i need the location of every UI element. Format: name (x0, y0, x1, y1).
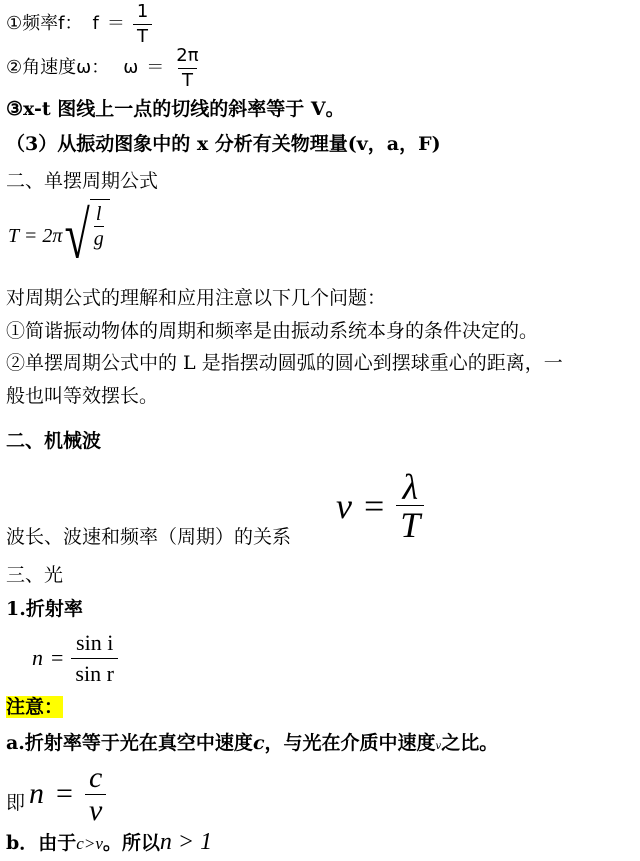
section-pendulum-heading: 二、单摆周期公式 (6, 170, 159, 192)
angular-speed-formula (6, 44, 203, 92)
refraction-fraction (71, 628, 118, 689)
wave-denominator: T (396, 505, 424, 544)
pendulum-eq: = (25, 225, 37, 247)
frequency-formula (6, 2, 152, 46)
frequency-eq: ＝ (106, 13, 125, 34)
note-a-post: 之比。 (441, 732, 499, 754)
item-3-text: ③x-t 图线上一点的切线的斜率等于 V。 (6, 98, 345, 120)
pendulum-fraction (90, 199, 110, 251)
section-light-heading: 三、光 (6, 564, 64, 586)
frequency-denominator: T (133, 24, 152, 49)
wave-formula (336, 466, 424, 546)
note-1: ①简谐振动物体的周期和频率是由振动系统本身的条件决定的。 (6, 320, 539, 342)
pendulum-numerator: l (95, 203, 102, 225)
refraction-denominator: sin r (71, 658, 118, 689)
frequency-fraction (133, 0, 152, 49)
note-a (6, 731, 498, 759)
pendulum-coef: 2π (42, 225, 63, 247)
refraction-eq: = (51, 645, 64, 670)
note-a-pre: a.折射率等于光在真空中速度 (6, 732, 253, 754)
refraction-numerator: sin i (76, 629, 114, 655)
wave-relation-text: 波长、波速和频率（周期）的关系 (6, 526, 292, 548)
note-b-result: n > 1 (159, 829, 213, 855)
section-wave-heading: 二、机械波 (6, 430, 102, 452)
refraction-title: 1.折射率 (6, 598, 83, 620)
angular-speed-numerator: 2π (176, 44, 199, 66)
angular-speed-denominator: T (178, 68, 197, 93)
frequency-numerator: 1 (136, 0, 149, 22)
n-formula-denominator: v (85, 794, 106, 827)
angular-speed-label: ②角速度ω： (6, 57, 110, 78)
note-2-line-2: 般也叫等效摆长。 (6, 385, 159, 407)
angular-speed-eq: ＝ (146, 57, 165, 78)
pendulum-period-formula (8, 200, 110, 272)
analysis-heading: （3）从振动图象中的 x 分析有关物理量(v，a，F) (6, 133, 441, 155)
attention-label (6, 695, 63, 719)
wave-eq: = (363, 486, 385, 526)
n-formula-numerator: c (88, 760, 103, 794)
note-a-mid: ，与光在介质中速度 (264, 732, 436, 754)
pendulum-lhs: T (8, 225, 20, 247)
n-formula-lhs: n (29, 777, 45, 810)
note-2-line-1: ②单摆周期公式中的 L 是指摆动圆弧的圆心到摆球重心的距离，一 (6, 352, 563, 374)
frequency-label: ①频率f： (6, 13, 83, 34)
ji-text: 即 (6, 792, 26, 814)
note-b (6, 830, 212, 856)
attention-highlight: 注意： (6, 696, 64, 718)
refraction-formula (32, 624, 118, 692)
n-formula-fraction (85, 762, 106, 827)
pendulum-denominator: g (93, 228, 104, 250)
refraction-lhs: n (32, 645, 43, 670)
note-a-c: c (252, 732, 265, 754)
n-formula-line (6, 760, 106, 828)
note-b-pre: b．由于 (6, 832, 77, 854)
sqrt-symbol: √ (64, 198, 90, 273)
wave-fraction (396, 466, 424, 545)
note-b-mid: 。所以 (102, 832, 160, 854)
angular-speed-lhs: ω (123, 57, 139, 78)
angular-speed-fraction (172, 44, 202, 93)
frequency-lhs: f (92, 13, 99, 34)
wave-numerator: λ (402, 466, 419, 507)
wave-lhs: v (336, 486, 352, 526)
n-formula-eq: = (56, 777, 73, 810)
note-b-inequality: c>v (76, 834, 103, 853)
notes-intro: 对周期公式的理解和应用注意以下几个问题： (6, 287, 387, 309)
note-a-v: v (435, 741, 442, 752)
